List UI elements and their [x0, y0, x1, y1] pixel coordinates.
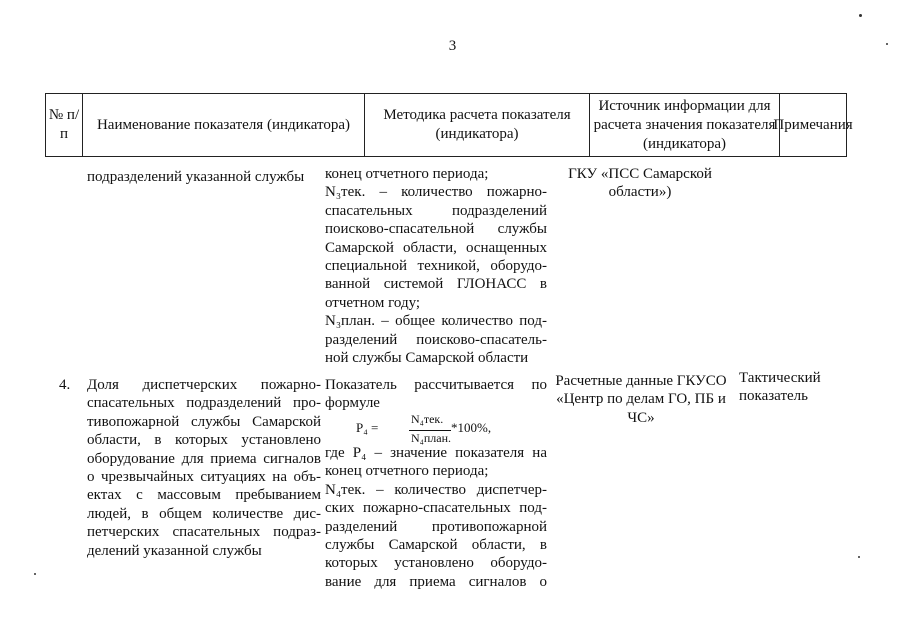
row3-method-line: ной службы Самарской области — [325, 350, 529, 367]
row4-method-intro-line: формуле — [325, 395, 380, 412]
row4-method-line: N₄тек. – количество диспетчер- — [325, 481, 547, 498]
row4-name-line: спасательных подразделений про- — [87, 395, 321, 412]
row4-source-line: ЧС» — [627, 409, 655, 426]
scan-speck — [859, 14, 862, 17]
row3-method-line: Самарской области, оснащенных — [325, 239, 547, 256]
formula-denominator: N₄план. — [411, 431, 452, 445]
header-notes: Примечания — [773, 116, 853, 133]
row4-name — [87, 376, 321, 560]
row3-method-line: отчетном году; — [325, 294, 421, 311]
row4-method-intro — [325, 376, 547, 413]
row4-source-line: «Центр по делам ГО, ПБ и — [556, 391, 726, 408]
header-number: № п/п — [46, 94, 83, 156]
scan-speck — [34, 573, 36, 575]
row4-name-line: людей, в общем количестве дис- — [87, 505, 321, 522]
table-header — [45, 93, 853, 157]
row4-method-line: разделений противопожарной — [325, 518, 547, 535]
header-indicator-name: Наименование показателя (индикатора) — [83, 94, 365, 156]
row4-number: 4. — [59, 377, 71, 393]
row4-notes — [739, 369, 839, 406]
row4-name-line: ектах с массовым пребыванием — [87, 487, 321, 504]
formula-rhs: *100%, — [451, 420, 492, 435]
header-calculation-method: Методика расчета показателя (индикатора) — [365, 94, 590, 156]
scan-speck — [858, 556, 860, 558]
row3-name-tail: подразделений указанной службы — [87, 169, 305, 185]
row3-method-line: конец отчетного периода; — [325, 166, 489, 182]
row3-method-line: спасательных подразделений — [325, 202, 547, 219]
row3-method-line: N₃тек. – количество пожарно- — [325, 184, 547, 201]
row4-method-line: где P₄ – значение показателя на — [325, 445, 547, 461]
row3-method — [325, 165, 547, 367]
row3-source — [550, 165, 730, 202]
row4-method-line: конец отчетного периода; — [325, 463, 489, 480]
row4-name-line: о чрезвычайных ситуациях на объ- — [87, 469, 321, 486]
row3-source-line: ГКУ «ПСС Самарской — [568, 166, 712, 182]
row4-source — [550, 372, 732, 427]
formula-numerator: N₄тек. — [411, 412, 444, 426]
page-number: 3 — [448, 38, 457, 54]
row4-method — [325, 444, 547, 591]
row3-method-line: специальной техникой, оборудо- — [325, 258, 547, 275]
row3-method-line: N₃план. – общее количество под- — [325, 313, 547, 330]
row4-name-line: оборудование для приема сигналов — [87, 450, 321, 467]
row4-method-line: вание для приема сигналов о — [325, 573, 547, 590]
row4-method-intro-line: Показатель рассчитывается по — [325, 377, 547, 393]
row3-source-line: области») — [608, 184, 672, 201]
row4-name-line: делений указанной службы — [87, 542, 262, 559]
row4-name-line: тивопожарной службы Самарской — [87, 413, 321, 430]
row4-name-line: петчерских спасательных подраз- — [87, 524, 321, 541]
row4-method-line: службы Самарской области, в — [325, 537, 547, 554]
row3-method-line: разделений поисково-спасатель- — [325, 331, 547, 348]
row4-name-line: области, в которых установлено — [87, 432, 321, 449]
header-information-source: Источник информации для расчета значения показателя (индикатора) — [590, 94, 780, 156]
row3-method-line: ванной системой ГЛОНАСС в — [325, 276, 547, 293]
row4-name-line: Доля диспетчерских пожарно- — [87, 377, 321, 393]
row3-method-line: поисково-спасательной службы — [325, 221, 547, 238]
row4-method-line: ских пожарно-спасательных под- — [325, 500, 547, 517]
row4-source-line: Расчетные данные ГКУСО — [555, 373, 727, 389]
formula-lhs: P₄ = — [356, 420, 379, 435]
row4-method-line: которых установлено оборудо- — [325, 555, 547, 572]
row4-notes-line: показатель — [739, 388, 808, 405]
row4-notes-line: Тактический — [739, 370, 821, 386]
scan-speck — [886, 43, 888, 45]
